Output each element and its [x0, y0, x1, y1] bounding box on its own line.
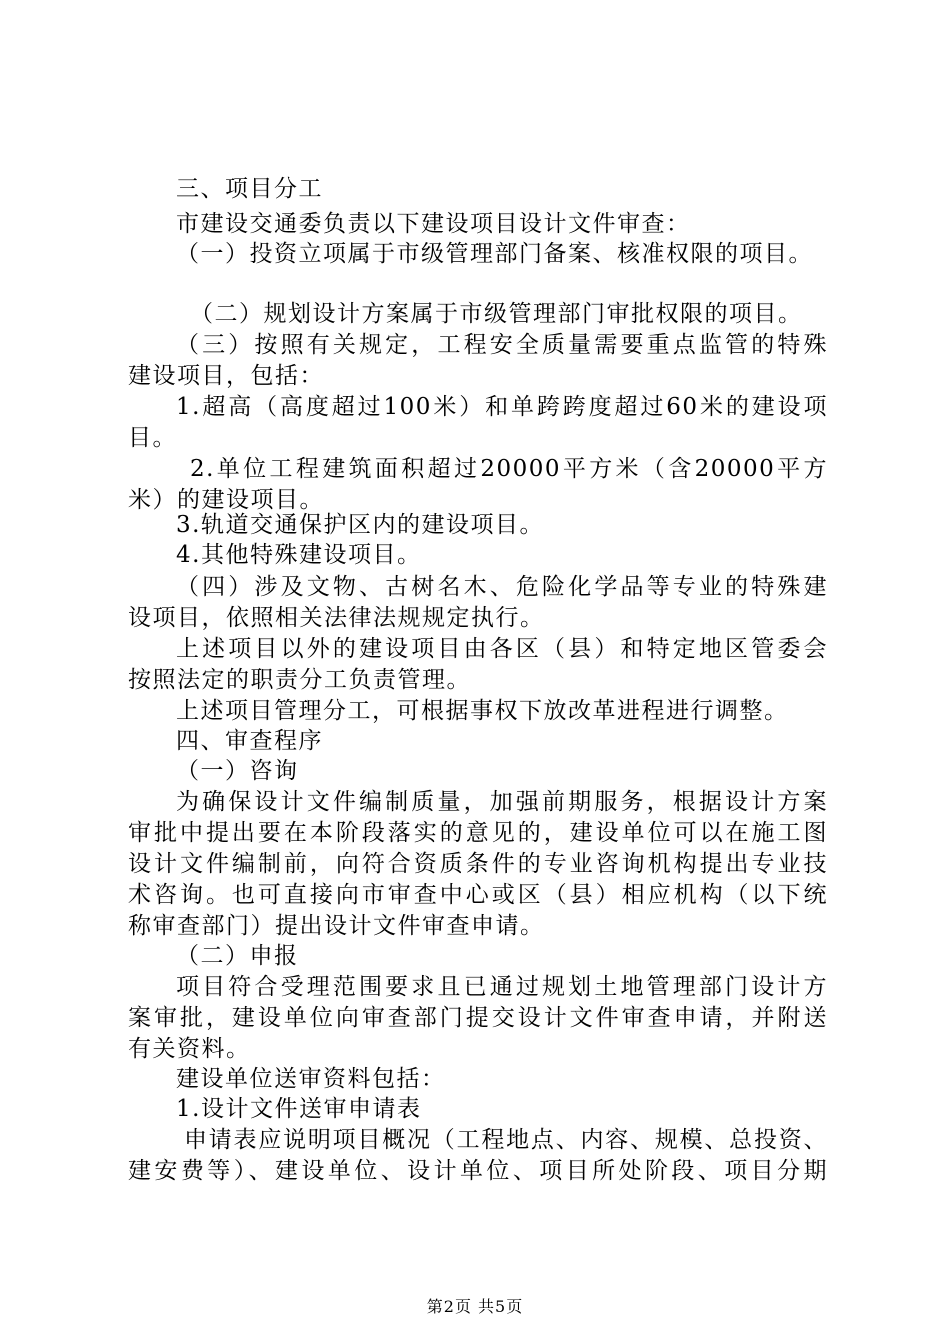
paragraph-line: 目。	[128, 425, 177, 451]
paragraph-line: 1.设计文件送审申请表	[176, 1096, 422, 1122]
subheading-consultation: （一）咨询	[176, 758, 299, 784]
paragraph-line: 上述项目以外的建设项目由各区（县）和特定地区管委会	[176, 636, 828, 662]
paragraph-line: （二）规划设计方案属于市级管理部门审批权限的项目。	[190, 301, 803, 327]
paragraph-line: 建安费等）、建设单位、设计单位、项目所处阶段、项目分期	[128, 1158, 828, 1184]
paragraph-line: 4.其他特殊建设项目。	[176, 542, 422, 568]
paragraph-line: 米）的建设项目。	[128, 487, 324, 513]
paragraph-line: 设项目，依照相关法律法规规定执行。	[128, 605, 545, 631]
heading-review-procedure: 四、审查程序	[176, 728, 323, 754]
paragraph-line: 称审查部门）提出设计文件审查申请。	[128, 913, 545, 939]
page-footer: 第2页 共5页	[426, 1297, 524, 1316]
paragraph-line: （一）投资立项属于市级管理部门备案、核准权限的项目。	[176, 241, 813, 267]
paragraph-line: 案审批，建设单位向审查部门提交设计文件审查申请，并附送	[128, 1005, 828, 1031]
paragraph-line: （三）按照有关规定，工程安全质量需要重点监管的特殊	[176, 332, 828, 358]
paragraph-line: 建设项目，包括：	[128, 363, 324, 389]
paragraph-line: 建设单位送审资料包括：	[176, 1066, 446, 1092]
paragraph-line: 审批中提出要在本阶段落实的意见的，建设单位可以在施工图	[128, 820, 828, 846]
paragraph-line: 术咨询。也可直接向市审查中心或区（县）相应机构（以下统	[128, 882, 828, 908]
heading-project-division: 三、项目分工	[176, 176, 323, 202]
paragraph-line: 项目符合受理范围要求且已通过规划土地管理部门设计方	[176, 974, 828, 1000]
paragraph-line: 上述项目管理分工，可根据事权下放改革进程进行调整。	[176, 698, 789, 724]
paragraph-line: 3.轨道交通保护区内的建设项目。	[176, 512, 544, 538]
paragraph-line: 有关资料。	[128, 1036, 251, 1062]
subheading-declaration: （二）申报	[176, 943, 299, 969]
paragraph-line: 市建设交通委负责以下建设项目设计文件审查：	[176, 211, 691, 237]
paragraph-line: 2.单位工程建筑面积超过20000平方米（含20000平方	[190, 456, 828, 482]
paragraph-line: 设计文件编制前，向符合资质条件的专业咨询机构提出专业技	[128, 851, 828, 877]
paragraph-line: （四）涉及文物、古树名木、危险化学品等专业的特殊建	[176, 574, 828, 600]
paragraph-line: 按照法定的职责分工负责管理。	[128, 667, 471, 693]
paragraph-line: 为确保设计文件编制质量，加强前期服务，根据设计方案	[176, 789, 828, 815]
paragraph-line: 1.超高（高度超过100米）和单跨跨度超过60米的建设项	[176, 394, 828, 420]
paragraph-line: 申请表应说明项目概况（工程地点、内容、规模、总投资、	[184, 1127, 828, 1153]
